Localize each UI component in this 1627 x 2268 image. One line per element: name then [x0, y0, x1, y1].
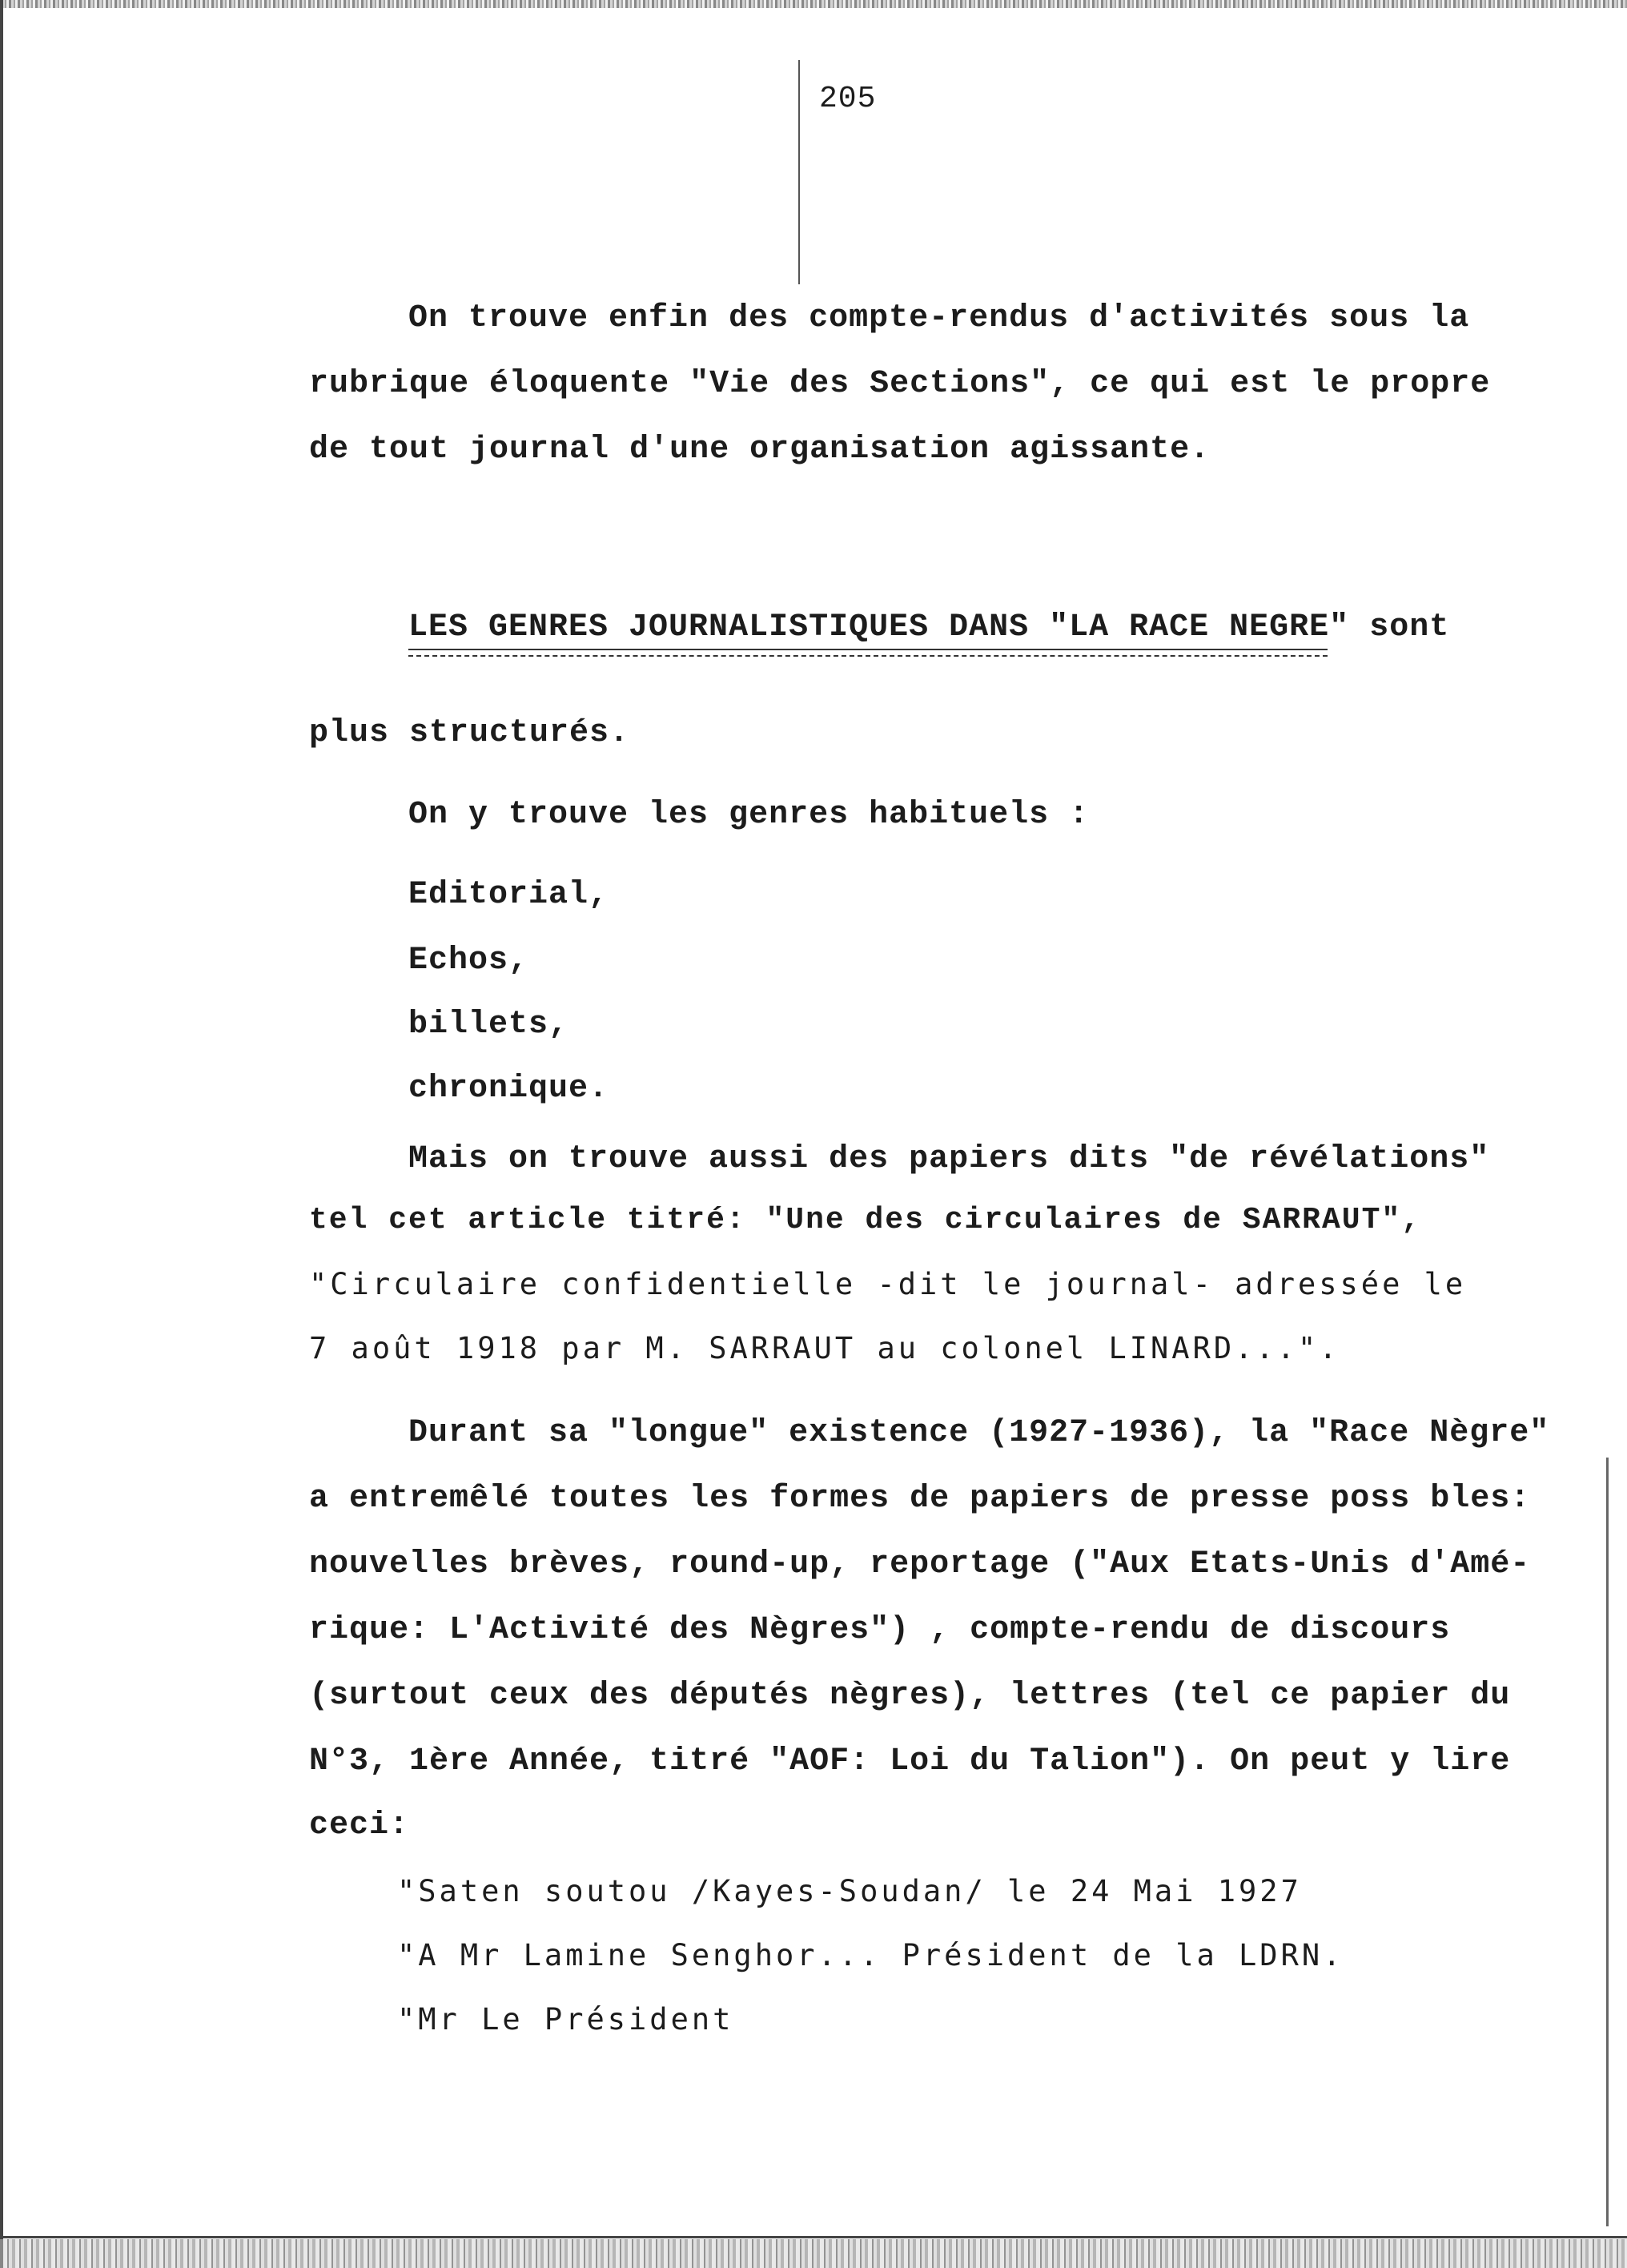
- paragraph-4-line-5: (surtout ceux des députés nègres), lettres (tel ce papier du: [309, 1678, 1511, 1714]
- paragraph-1-line-3: de tout journal d'une organisation agissante.: [309, 432, 1211, 468]
- paragraph-3-line-1: Mais on trouve aussi des papiers dits "de révélations": [408, 1141, 1490, 1177]
- list-item-chronique: chronique.: [408, 1071, 609, 1107]
- paragraph-3-line-2: tel cet article titré: "Une des circulaires de SARRAUT",: [309, 1203, 1422, 1237]
- scan-left-edge: [0, 0, 3, 2268]
- section-heading-continuation: plus structurés.: [309, 715, 630, 751]
- letter-line-1: "Saten soutou /Kayes-Soudan/ le 24 Mai 1927: [397, 1874, 1302, 1908]
- page-number: 205: [819, 82, 877, 116]
- list-item-echos: Echos,: [408, 943, 529, 979]
- paragraph-4-line-7: ceci:: [309, 1808, 410, 1844]
- paragraph-3-line-3: "Circulaire confidentielle -dit le journal- adressée le: [309, 1267, 1467, 1301]
- letter-line-3: "Mr Le Président: [397, 2002, 734, 2037]
- scan-gutter-line: [798, 60, 800, 284]
- scan-top-border: [0, 0, 1627, 8]
- paragraph-4-line-3: nouvelles brèves, round-up, reportage ("Aux Etats-Unis d'Amé-: [309, 1546, 1531, 1582]
- scan-bottom-line: [0, 2236, 1627, 2238]
- section-heading: LES GENRES JOURNALISTIQUES DANS "LA RACE NEGRE" sont: [408, 609, 1450, 645]
- paragraph-4-line-2: a entremêlé toutes les formes de papiers de presse poss bles:: [309, 1481, 1531, 1517]
- heading-underline: [408, 649, 1328, 657]
- paragraph-2-line-1: On y trouve les genres habituels :: [408, 797, 1090, 833]
- paragraph-4-line-4: rique: L'Activité des Nègres") , compte-rendu de discours: [309, 1612, 1451, 1648]
- paragraph-4-line-6: N°3, 1ère Année, titré "AOF: Loi du Talion"). On peut y lire: [309, 1743, 1511, 1779]
- paragraph-1-line-1: On trouve enfin des compte-rendus d'activités sous la: [408, 300, 1470, 336]
- letter-line-2: "A Mr Lamine Senghor... Président de la LDRN.: [397, 1938, 1344, 1972]
- paragraph-1-line-2: rubrique éloquente "Vie des Sections", ce qui est le propre: [309, 366, 1491, 402]
- scan-bottom-border: [0, 2239, 1627, 2268]
- paragraph-4-line-1: Durant sa "longue" existence (1927-1936), la "Race Nègre": [408, 1415, 1550, 1451]
- scan-right-edge: [1606, 1458, 1609, 2226]
- list-item-billets: billets,: [408, 1007, 569, 1043]
- list-item-editorial: Editorial,: [408, 877, 609, 913]
- paragraph-3-line-4: 7 août 1918 par M. SARRAUT au colonel LINARD...".: [309, 1331, 1340, 1365]
